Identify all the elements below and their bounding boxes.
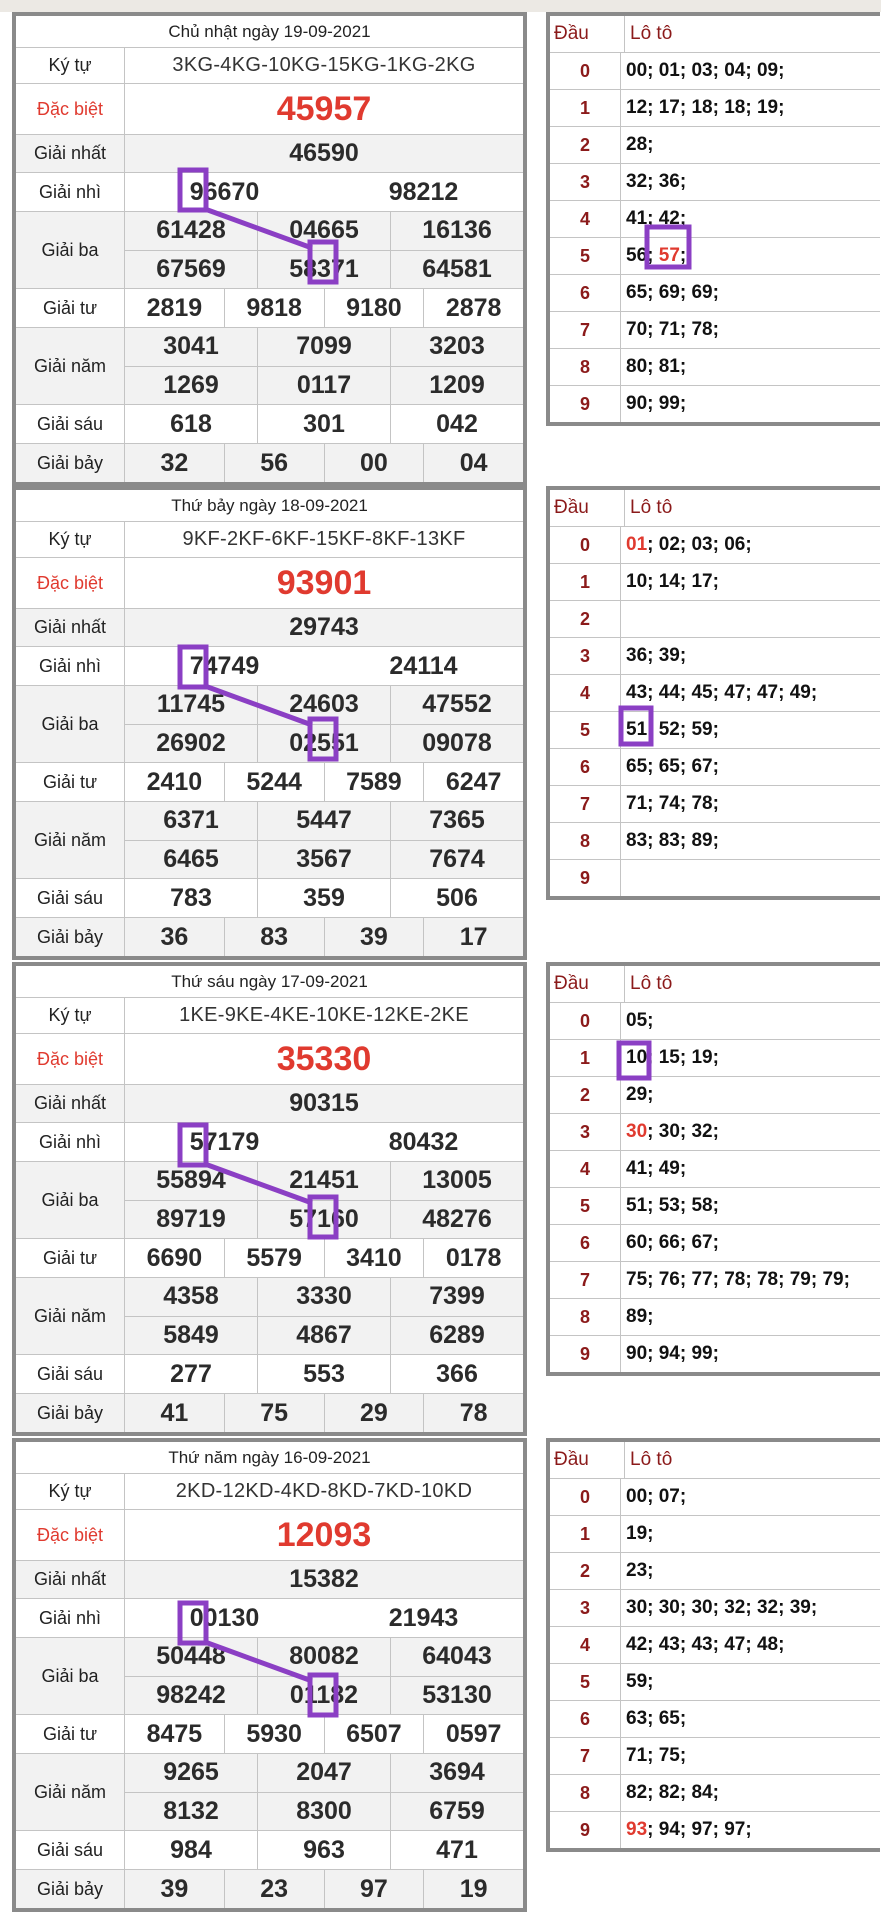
loto-numbers: 65; 69; 69;	[626, 282, 719, 303]
sixth-prize-number: 963	[257, 1831, 390, 1869]
label-giai-nhat: Giải nhất	[16, 1561, 125, 1598]
label-giai-nam: Giải năm	[16, 802, 125, 878]
fourth-prize-number: 3410	[324, 1239, 424, 1277]
loto-head-digit: 5	[550, 712, 621, 748]
loto-numbers: 71; 75;	[626, 1745, 687, 1766]
loto-numbers: 80; 81;	[626, 356, 687, 377]
loto-numbers: 30; 30; 30; 32; 32; 39;	[626, 1597, 818, 1618]
label-giai-ba: Giải ba	[16, 1162, 125, 1238]
fourth-prize-number: 8475	[146, 1719, 203, 1748]
loto-head-digit: 2	[550, 601, 621, 637]
fifth-prize-number: 1269	[163, 370, 219, 399]
label-dac-biet: Đặc biệt	[16, 1034, 125, 1084]
loto-values-column-title: Lô tô	[630, 973, 673, 994]
label-giai-ba: Giải ba	[16, 1638, 125, 1714]
fourth-prize-number: 0178	[423, 1239, 523, 1277]
loto-head-digit: 3	[550, 164, 621, 200]
label-giai-nhi: Giải nhì	[16, 647, 125, 685]
fourth-prize-number: 0597	[423, 1715, 523, 1753]
loto-head-digit: 9	[550, 1812, 621, 1848]
label-giai-sau: Giải sáu	[16, 405, 125, 443]
second-prize-number: 57179	[189, 1127, 260, 1156]
seventh-prize-number: 75	[224, 1394, 324, 1432]
annotation-box-third-prize	[310, 719, 336, 759]
sixth-prize-number: 471	[390, 1831, 523, 1869]
label-giai-nhi: Giải nhì	[16, 1123, 125, 1161]
loto-head-digit: 5	[550, 1664, 621, 1700]
loto-head-digit: 2	[550, 1553, 621, 1589]
label-giai-ba: Giải ba	[16, 686, 125, 762]
fourth-prize-number: 9818	[224, 289, 324, 327]
fifth-prize-number: 1209	[390, 367, 523, 405]
annotation-box-loto	[621, 708, 651, 744]
loto-head-digit: 1	[550, 90, 621, 126]
fifth-prize-number: 4867	[257, 1317, 390, 1355]
seventh-prize-number: 19	[423, 1870, 523, 1908]
loto-highlight-number: 57	[658, 245, 680, 266]
loto-numbers: 12; 17; 18; 18; 19;	[626, 97, 785, 118]
loto-head-digit: 4	[550, 1151, 621, 1187]
fifth-prize-number: 6289	[390, 1317, 523, 1355]
loto-head-digit: 5	[550, 238, 621, 274]
seventh-prize-number: 41	[160, 1398, 189, 1427]
fifth-prize-number: 2047	[257, 1754, 390, 1792]
date-header: Chủ nhật ngày 19-09-2021	[16, 16, 523, 48]
label-giai-tu: Giải tư	[16, 289, 125, 327]
third-prize-number: 53130	[390, 1677, 523, 1715]
loto-head-column-title: Đầu	[550, 966, 625, 1002]
third-prize-number: 58371	[257, 251, 390, 289]
fifth-prize-number: 7365	[390, 802, 523, 840]
seventh-prize-number: 83	[224, 918, 324, 956]
sixth-prize-number: 506	[390, 879, 523, 917]
label-ky-tu: Ký tự	[16, 998, 125, 1033]
sixth-prize-number: 618	[170, 409, 212, 438]
fifth-prize-number: 3203	[390, 328, 523, 366]
loto-head-digit: 1	[550, 564, 621, 600]
third-prize-number: 21451	[257, 1162, 390, 1200]
third-prize-number: 50448	[156, 1642, 226, 1671]
loto-head-digit: 8	[550, 823, 621, 859]
fourth-prize-number: 2878	[423, 289, 523, 327]
annotation-connector-line	[205, 686, 312, 725]
fourth-prize-number: 6690	[146, 1243, 203, 1272]
annotation-box-second-prize	[180, 647, 206, 687]
loto-highlight-number: 01	[626, 534, 648, 555]
loto-numbers: 90; 94; 99;	[626, 1343, 719, 1364]
second-prize-number: 80432	[388, 1127, 459, 1156]
loto-head-digit: 4	[550, 201, 621, 237]
label-giai-bay: Giải bảy	[16, 1870, 125, 1908]
loto-head-digit: 8	[550, 349, 621, 385]
loto-numbers: 90; 99;	[626, 393, 687, 414]
loto-numbers: 32; 36;	[626, 171, 687, 192]
loto-numbers: 10; 15; 19;	[626, 1047, 719, 1068]
label-giai-nhat: Giải nhất	[16, 609, 125, 646]
annotation-connector-line	[205, 1642, 312, 1681]
loto-numbers: 42; 43; 43; 47; 48;	[626, 1634, 785, 1655]
loto-head-digit: 1	[550, 1516, 621, 1552]
seventh-prize-number: 39	[160, 1874, 189, 1903]
fifth-prize-number: 9265	[163, 1758, 219, 1787]
loto-numbers: 75; 76; 77; 78; 78; 79; 79;	[626, 1269, 850, 1290]
date-header: Thứ bảy ngày 18-09-2021	[16, 490, 523, 522]
loto-head-digit: 7	[550, 312, 621, 348]
label-giai-nhi: Giải nhì	[16, 1599, 125, 1637]
loto-numbers: 82; 82; 84;	[626, 1782, 719, 1803]
ky-tu-value: 3KG-4KG-10KG-15KG-1KG-2KG	[172, 54, 476, 76]
label-giai-nam: Giải năm	[16, 1754, 125, 1830]
fifth-prize-number: 6759	[390, 1793, 523, 1831]
loto-head-digit: 5	[550, 1188, 621, 1224]
loto-numbers: 63; 65;	[626, 1708, 687, 1729]
loto-head-digit: 3	[550, 1114, 621, 1150]
sixth-prize-number: 277	[170, 1359, 212, 1388]
third-prize-number: 57160	[257, 1201, 390, 1239]
loto-head-digit: 7	[550, 1738, 621, 1774]
fourth-prize-number: 5244	[224, 763, 324, 801]
third-prize-number: 61428	[156, 216, 226, 245]
third-prize-number: 26902	[156, 728, 226, 757]
loto-numbers: 00; 01; 03; 04; 09;	[626, 60, 785, 81]
fifth-prize-number: 6465	[163, 844, 219, 873]
loto-numbers: 51; 53; 58;	[626, 1195, 719, 1216]
seventh-prize-number: 00	[324, 444, 424, 482]
first-prize-number: 90315	[289, 1089, 359, 1117]
label-giai-nam: Giải năm	[16, 1278, 125, 1354]
loto-numbers: 10; 14; 17;	[626, 571, 719, 592]
seventh-prize-number: 56	[224, 444, 324, 482]
loto-numbers: ;	[679, 245, 687, 266]
loto-numbers: 29;	[626, 1084, 654, 1105]
loto-values-column-title: Lô tô	[630, 23, 673, 44]
second-prize-number: 96670	[189, 177, 260, 206]
label-giai-nam: Giải năm	[16, 328, 125, 404]
loto-numbers: 59;	[626, 1671, 654, 1692]
loto-head-digit: 7	[550, 786, 621, 822]
loto-numbers: 00; 07;	[626, 1486, 687, 1507]
ky-tu-value: 1KE-9KE-4KE-10KE-12KE-2KE	[179, 1004, 469, 1026]
loto-numbers: 41; 42;	[626, 208, 687, 229]
fifth-prize-number: 3694	[390, 1754, 523, 1792]
loto-head-digit: 2	[550, 1077, 621, 1113]
loto-numbers: 19;	[626, 1523, 654, 1544]
third-prize-number: 48276	[390, 1201, 523, 1239]
loto-numbers: ; 30; 32;	[647, 1121, 719, 1142]
loto-head-digit: 9	[550, 386, 621, 422]
annotation-box-third-prize	[310, 1675, 336, 1715]
date-header: Thứ sáu ngày 17-09-2021	[16, 966, 523, 998]
label-giai-sau: Giải sáu	[16, 1831, 125, 1869]
loto-head-digit: 8	[550, 1775, 621, 1811]
fifth-prize-number: 3567	[257, 841, 390, 879]
fourth-prize-number: 9180	[324, 289, 424, 327]
loto-numbers: 56;	[626, 245, 659, 266]
loto-head-digit: 3	[550, 638, 621, 674]
loto-head-digit: 0	[550, 53, 621, 89]
sixth-prize-number: 301	[257, 405, 390, 443]
annotation-box-loto	[619, 1043, 649, 1078]
third-prize-number: 24603	[257, 686, 390, 724]
seventh-prize-number: 17	[423, 918, 523, 956]
loto-head-digit: 0	[550, 527, 621, 563]
annotation-box-second-prize	[180, 1603, 206, 1643]
label-giai-sau: Giải sáu	[16, 879, 125, 917]
fifth-prize-number: 7399	[390, 1278, 523, 1316]
special-prize-number: 45957	[276, 89, 372, 128]
fifth-prize-number: 6371	[163, 806, 219, 835]
loto-head-digit: 0	[550, 1479, 621, 1515]
fourth-prize-number: 2819	[146, 293, 203, 322]
fifth-prize-number: 3330	[257, 1278, 390, 1316]
loto-head-digit: 2	[550, 127, 621, 163]
loto-numbers: 51; 52; 59;	[626, 719, 719, 740]
loto-numbers: 43; 44; 45; 47; 47; 49;	[626, 682, 818, 703]
loto-highlight-number: 30	[626, 1121, 648, 1142]
loto-numbers: 83; 83; 89;	[626, 830, 719, 851]
third-prize-number: 64581	[390, 251, 523, 289]
seventh-prize-number: 04	[423, 444, 523, 482]
label-ky-tu: Ký tự	[16, 1474, 125, 1509]
third-prize-number: 02551	[257, 725, 390, 763]
fifth-prize-number: 8132	[163, 1796, 219, 1825]
label-giai-nhi: Giải nhì	[16, 173, 125, 211]
loto-numbers: ; 94; 97; 97;	[647, 1819, 752, 1840]
seventh-prize-number: 29	[324, 1394, 424, 1432]
second-prize-number: 98212	[388, 177, 459, 206]
annotation-connector-line	[205, 1164, 312, 1203]
annotation-box-second-prize	[180, 1125, 206, 1165]
first-prize-number: 15382	[289, 1565, 359, 1593]
fifth-prize-number: 3041	[163, 332, 219, 361]
seventh-prize-number: 78	[423, 1394, 523, 1432]
sixth-prize-number: 359	[257, 879, 390, 917]
fourth-prize-number: 6247	[423, 763, 523, 801]
fourth-prize-number: 2410	[146, 767, 203, 796]
annotation-box-third-prize	[310, 1197, 336, 1237]
second-prize-number: 21943	[388, 1603, 459, 1632]
loto-head-digit: 0	[550, 1003, 621, 1039]
third-prize-number: 01182	[257, 1677, 390, 1715]
sixth-prize-number: 783	[170, 883, 212, 912]
fourth-prize-number: 7589	[324, 763, 424, 801]
loto-head-digit: 6	[550, 1701, 621, 1737]
loto-numbers: 60; 66; 67;	[626, 1232, 719, 1253]
second-prize-number: 74749	[189, 651, 260, 680]
loto-highlight-number: 93	[626, 1819, 648, 1840]
seventh-prize-number: 39	[324, 918, 424, 956]
fifth-prize-number: 5447	[257, 802, 390, 840]
fourth-prize-number: 6507	[324, 1715, 424, 1753]
annotation-box-loto	[647, 227, 689, 267]
first-prize-number: 46590	[289, 139, 359, 167]
loto-numbers: ; 02; 03; 06;	[647, 534, 752, 555]
fifth-prize-number: 5849	[163, 1320, 219, 1349]
seventh-prize-number: 23	[224, 1870, 324, 1908]
loto-head-digit: 9	[550, 1336, 621, 1372]
loto-head-digit: 7	[550, 1262, 621, 1298]
ky-tu-value: 9KF-2KF-6KF-15KF-8KF-13KF	[182, 528, 466, 550]
label-giai-tu: Giải tư	[16, 1715, 125, 1753]
loto-head-digit: 4	[550, 675, 621, 711]
sixth-prize-number: 553	[257, 1355, 390, 1393]
fifth-prize-number: 7674	[390, 841, 523, 879]
sixth-prize-number: 042	[390, 405, 523, 443]
label-dac-biet: Đặc biệt	[16, 558, 125, 608]
loto-head-column-title: Đầu	[550, 490, 625, 526]
label-ky-tu: Ký tự	[16, 522, 125, 557]
third-prize-number: 98242	[156, 1680, 226, 1709]
label-giai-bay: Giải bảy	[16, 1394, 125, 1432]
third-prize-number: 55894	[156, 1166, 226, 1195]
loto-numbers: 65; 65; 67;	[626, 756, 719, 777]
third-prize-number: 09078	[390, 725, 523, 763]
third-prize-number: 89719	[156, 1204, 226, 1233]
label-ky-tu: Ký tự	[16, 48, 125, 83]
loto-head-digit: 1	[550, 1040, 621, 1076]
label-dac-biet: Đặc biệt	[16, 84, 125, 134]
sixth-prize-number: 984	[170, 1835, 212, 1864]
special-prize-number: 12093	[276, 1515, 372, 1554]
loto-numbers: 36; 39;	[626, 645, 687, 666]
fifth-prize-number: 4358	[163, 1282, 219, 1311]
annotation-connector-line	[205, 209, 312, 248]
loto-numbers: 28;	[626, 134, 654, 155]
loto-head-digit: 6	[550, 1225, 621, 1261]
date-header: Thứ năm ngày 16-09-2021	[16, 1442, 523, 1474]
loto-head-column-title: Đầu	[550, 1442, 625, 1478]
loto-head-digit: 4	[550, 1627, 621, 1663]
second-prize-number: 24114	[389, 651, 458, 680]
loto-numbers: 71; 74; 78;	[626, 793, 719, 814]
third-prize-number: 67569	[156, 254, 226, 283]
loto-head-digit: 6	[550, 275, 621, 311]
third-prize-number: 16136	[390, 212, 523, 250]
loto-numbers: 41; 49;	[626, 1158, 687, 1179]
seventh-prize-number: 97	[324, 1870, 424, 1908]
special-prize-number: 93901	[276, 563, 372, 602]
loto-numbers: 89;	[626, 1306, 654, 1327]
fourth-prize-number: 5579	[224, 1239, 324, 1277]
annotation-box-third-prize	[310, 242, 336, 282]
fifth-prize-number: 8300	[257, 1793, 390, 1831]
loto-numbers: 23;	[626, 1560, 654, 1581]
label-giai-tu: Giải tư	[16, 763, 125, 801]
loto-numbers: 05;	[626, 1010, 654, 1031]
loto-head-digit: 8	[550, 1299, 621, 1335]
sixth-prize-number: 366	[390, 1355, 523, 1393]
loto-head-column-title: Đầu	[550, 16, 625, 52]
third-prize-number: 64043	[390, 1638, 523, 1676]
third-prize-number: 11745	[156, 690, 226, 719]
label-dac-biet: Đặc biệt	[16, 1510, 125, 1560]
loto-head-digit: 9	[550, 860, 621, 896]
seventh-prize-number: 32	[160, 448, 189, 477]
seventh-prize-number: 36	[160, 922, 189, 951]
ky-tu-value: 2KD-12KD-4KD-8KD-7KD-10KD	[175, 1480, 473, 1502]
loto-values-column-title: Lô tô	[630, 497, 673, 518]
special-prize-number: 35330	[276, 1039, 372, 1078]
loto-head-digit: 3	[550, 1590, 621, 1626]
label-giai-nhat: Giải nhất	[16, 135, 125, 172]
annotation-box-second-prize	[180, 170, 206, 210]
third-prize-number: 04665	[257, 212, 390, 250]
third-prize-number: 47552	[390, 686, 523, 724]
third-prize-number: 80082	[257, 1638, 390, 1676]
loto-numbers: 70; 71; 78;	[626, 319, 719, 340]
label-giai-nhat: Giải nhất	[16, 1085, 125, 1122]
second-prize-number: 00130	[189, 1603, 260, 1632]
loto-values-column-title: Lô tô	[630, 1449, 673, 1470]
fifth-prize-number: 7099	[257, 328, 390, 366]
label-giai-bay: Giải bảy	[16, 444, 125, 482]
first-prize-number: 29743	[289, 613, 359, 641]
fifth-prize-number: 0117	[257, 367, 390, 405]
label-giai-sau: Giải sáu	[16, 1355, 125, 1393]
third-prize-number: 13005	[390, 1162, 523, 1200]
label-giai-bay: Giải bảy	[16, 918, 125, 956]
label-giai-ba: Giải ba	[16, 212, 125, 288]
fourth-prize-number: 5930	[224, 1715, 324, 1753]
label-giai-tu: Giải tư	[16, 1239, 125, 1277]
loto-head-digit: 6	[550, 749, 621, 785]
